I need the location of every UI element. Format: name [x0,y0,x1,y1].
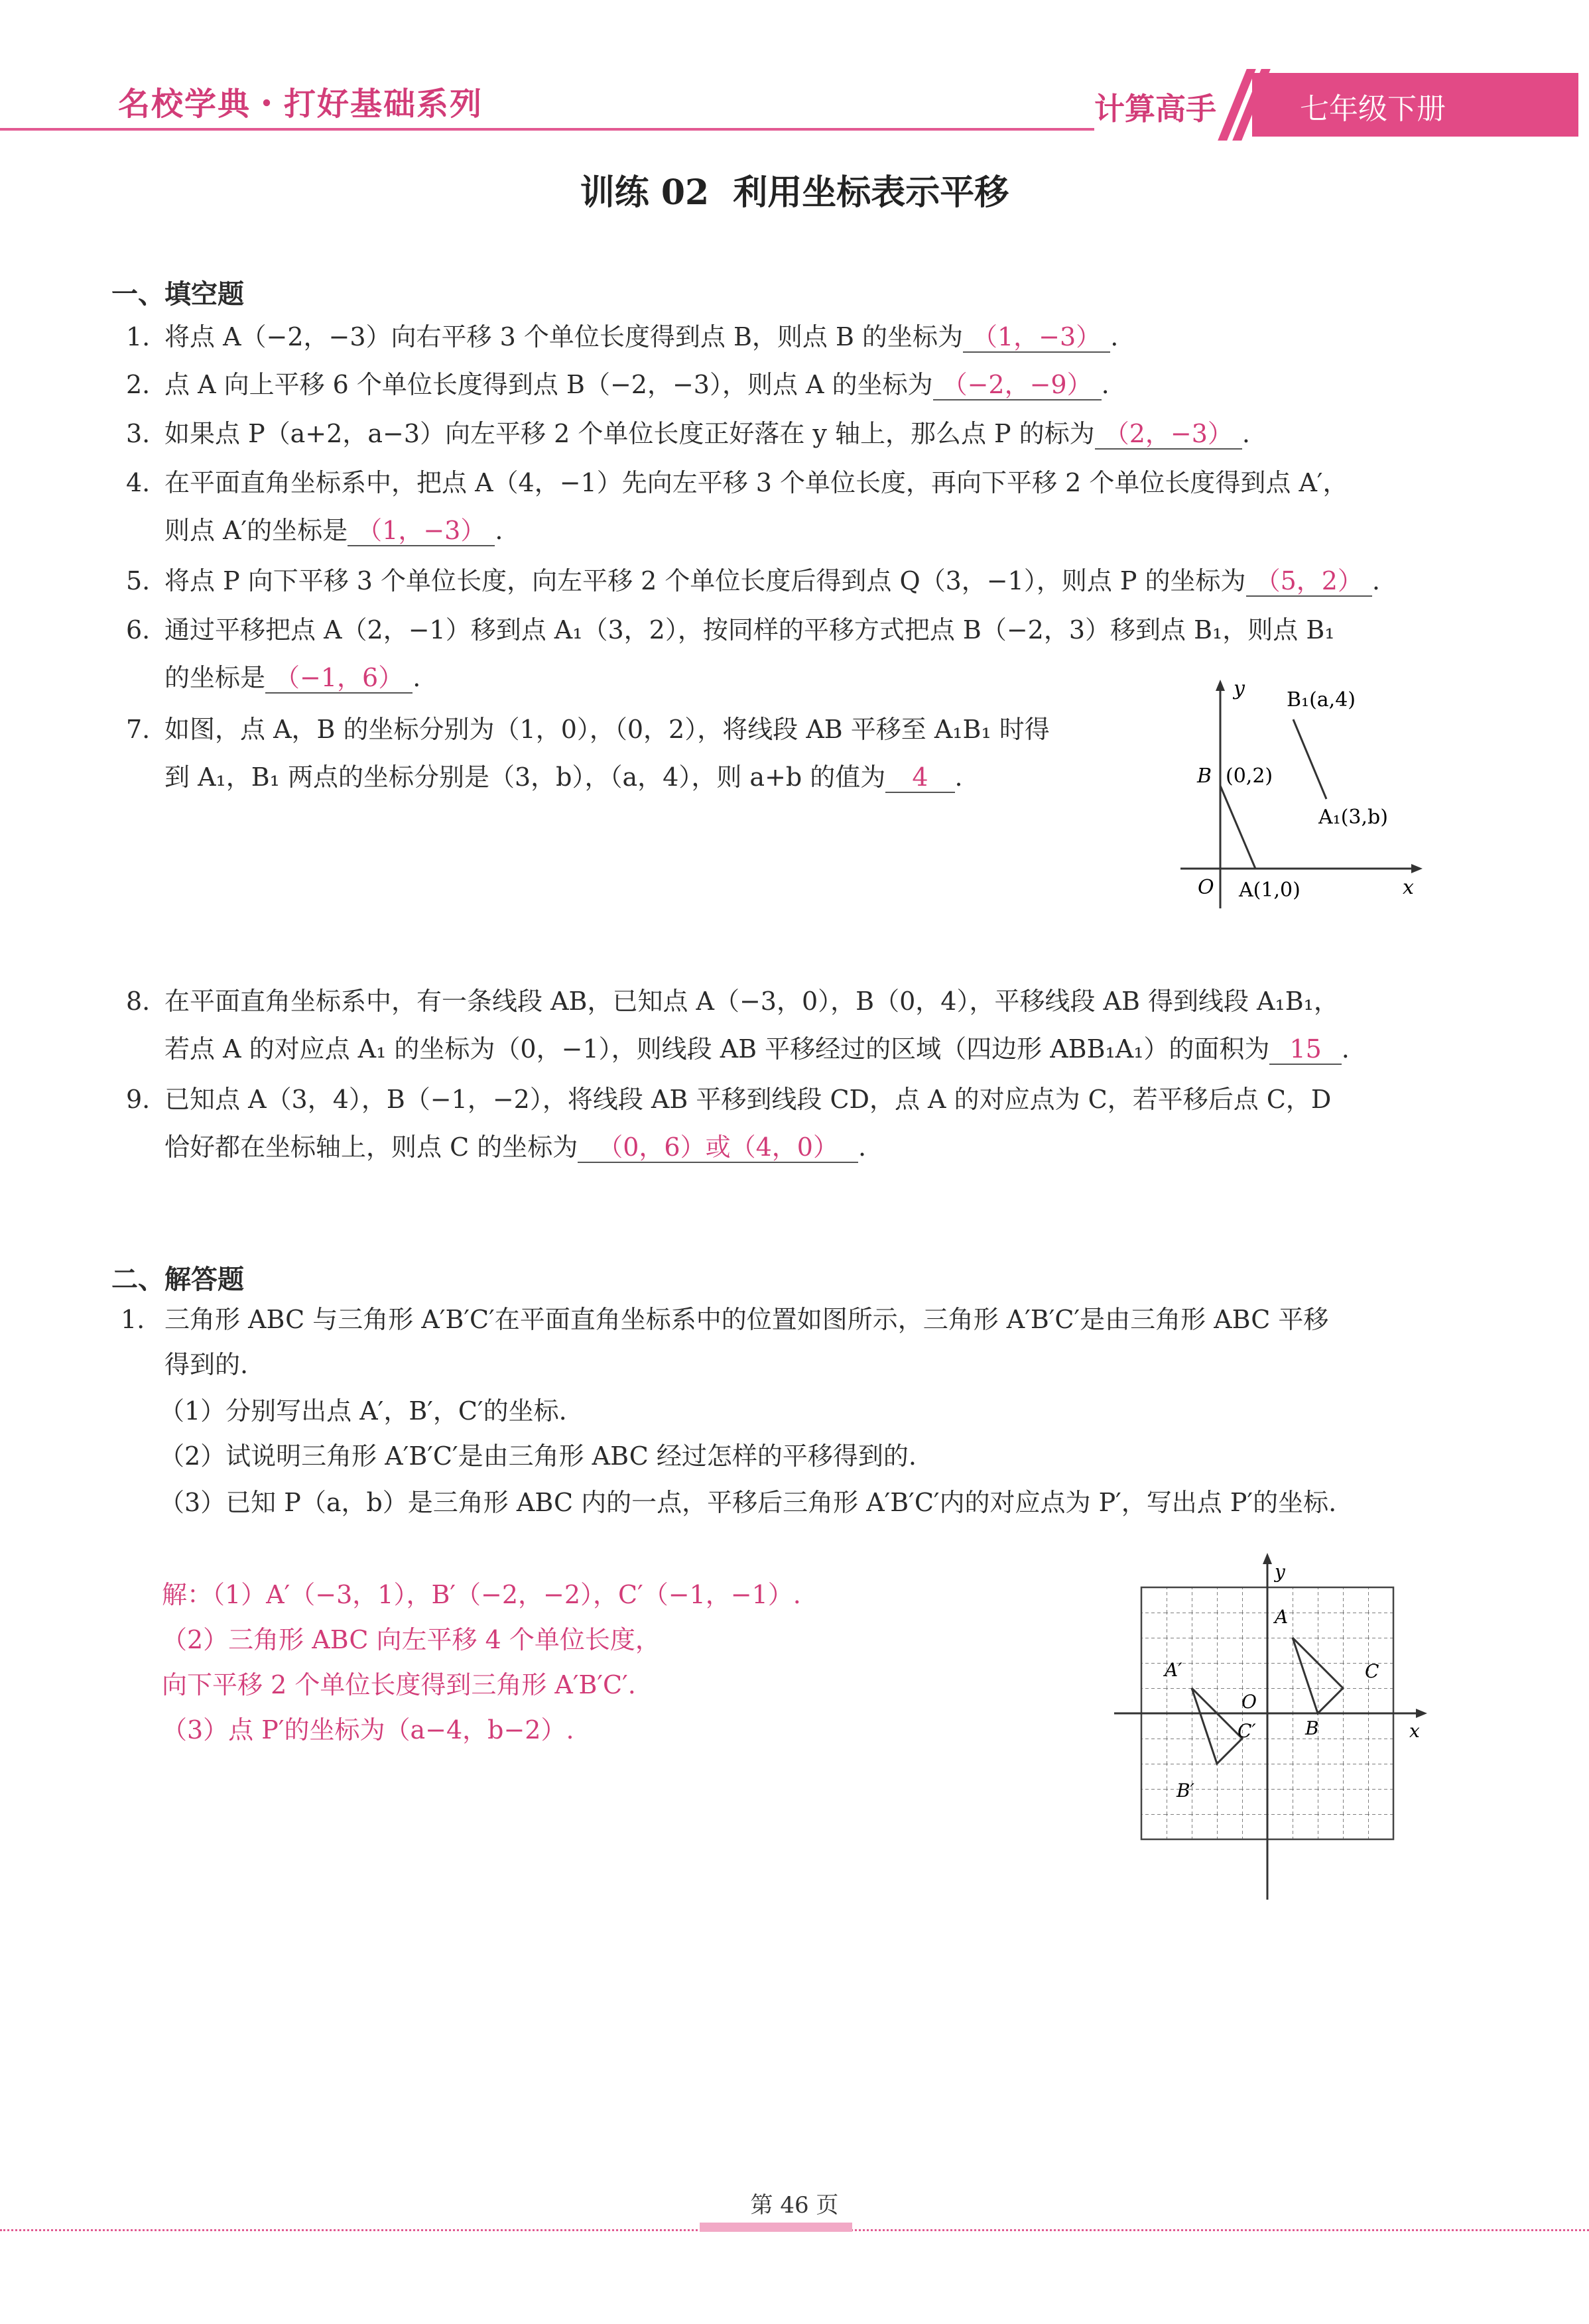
figure-1-coordinate-plot [1167,670,1432,922]
segment-ab [1220,786,1255,869]
question-7-cont: 到 A₁，B₁ 两点的坐标分别是（3，b），（a，4），则 a+b 的值为 4 . [164,763,963,792]
problem-1-part-3: （3）已知 P（a，b）是三角形 ABC 内的一点，平移后三角形 A′B′C′内的对应点为 P′，写出点 P′的坐标. [159,1488,1337,1517]
fig2-ap-label: A′ [1165,1659,1182,1681]
answer-4: （1，−3） [348,516,495,546]
fig1-b-label: B [1197,764,1212,788]
fig2-y-label: y [1275,1561,1285,1583]
grade-label: 七年级下册 [1300,92,1446,126]
fig1-y-label: y [1234,677,1245,700]
question-6: 6. 通过平移把点 A（2，−1）移到点 A₁（3，2），按同样的平移方式把点 B（−2，3）移到点 B₁，则点 B₁ [126,615,1335,644]
footer-accent [700,2223,852,2232]
x-axis-arrow [1411,864,1423,873]
answer-9: （0，6）或（4，0） [578,1132,858,1163]
fig1-b-coord: (0,2) [1226,764,1273,788]
fig1-b1-label: B₁(a,4) [1287,688,1356,711]
series-title: 名校学典・打好基础系列 [118,86,483,123]
fig1-a-label: A(1,0) [1239,879,1301,902]
solution-line-1: 解：（1）A′（−3，1），B′（−2，−2），C′（−1，−1）. [162,1580,801,1609]
figure-2-grid-plot [1108,1545,1439,1910]
question-8-cont: 若点 A 的对应点 A₁ 的坐标为（0，−1），则线段 AB 平移经过的区域（四边形 ABB₁A₁）的面积为 15 . [164,1034,1350,1064]
title-label: 训练 02 [580,172,710,213]
answer-8: 15 [1269,1034,1341,1065]
question-1: 1. 将点 A（−2，−3）向右平移 3 个单位长度得到点 B，则点 B 的坐标为 （1，−3） . [126,322,1119,351]
question-5: 5. 将点 P 向下平移 3 个单位长度，向左平移 2 个单位长度后得到点 Q（3，−1），则点 P 的坐标为 （5，2） . [126,566,1381,595]
question-4: 4. 在平面直角坐标系中，把点 A（4，−1）先向左平移 3 个单位长度，再向下平移 2 个单位长度得到点 A′， [126,468,1348,497]
page-number: 第 46 页 [750,2192,839,2219]
section-heading-solve: 二、解答题 [111,1264,244,1295]
answer-3: （2，−3） [1095,419,1242,450]
fig1-origin-label: O [1198,876,1214,899]
x-axis-arrow [1416,1709,1427,1718]
section-heading-fill: 一、填空题 [111,279,244,310]
question-2: 2. 点 A 向上平移 6 个单位长度得到点 B（−2，−3），则点 A 的坐标为 （−2，−9） . [126,370,1110,399]
question-3: 3. 如果点 P（a+2，a−3）向左平移 2 个单位长度正好落在 y 轴上，那么点 P 的标为 （2，−3） . [126,419,1250,448]
problem-1-cont: 得到的. [164,1350,249,1379]
answer-7: 4 [885,763,954,793]
fig1-a1-label: A₁(3,b) [1318,806,1388,829]
problem-1-part-1: （1）分别写出点 A′，B′，C′的坐标. [159,1396,567,1426]
answer-5: （5，2） [1246,566,1372,597]
answer-1: （1，−3） [963,322,1110,353]
fig2-a-label: A [1275,1606,1289,1628]
question-7: 7. 如图，点 A，B 的坐标分别为（1，0），（0，2），将线段 AB 平移至 A₁B₁ 时得 [126,715,1050,744]
title-text: 利用坐标表示平移 [733,172,1009,213]
solution-line-3: 向下平移 2 个单位长度得到三角形 A′B′C′. [162,1670,636,1699]
header-rule [0,128,1094,131]
fig2-b-label: B [1305,1717,1319,1739]
y-axis-arrow [1263,1553,1272,1564]
question-9-cont: 恰好都在坐标轴上，则点 C 的坐标为 （0，6）或（4，0） . [164,1132,867,1162]
fig2-x-label: x [1409,1720,1420,1742]
answer-2: （−2，−9） [933,370,1102,400]
question-6-cont: 的坐标是 （−1，6） . [164,663,421,692]
problem-1: 1. 三角形 ABC 与三角形 A′B′C′在平面直角坐标系中的位置如图所示，三角形 A′B′C′是由三角形 ABC 平移 [121,1305,1329,1334]
question-9: 9. 已知点 A（3，4），B（−1，−2），将线段 AB 平移到线段 CD，点 A 的对应点为 C，若平移后点 C，D [126,1085,1332,1114]
fig1-x-label: x [1403,876,1414,899]
fig2-origin-label: O [1241,1691,1257,1713]
question-4-cont: 则点 A′的坐标是 （1，−3） . [164,516,503,545]
fig2-bp-label: B′ [1176,1780,1194,1802]
problem-1-part-2: （2）试说明三角形 A′B′C′是由三角形 ABC 经过怎样的平移得到的. [159,1441,917,1471]
answer-6: （−1，6） [265,663,413,694]
y-axis-arrow [1216,680,1225,691]
solution-line-4: （3）点 P′的坐标为（a−4，b−2）. [162,1715,574,1744]
fig2-cp-label: C′ [1238,1720,1256,1742]
header-subtitle: 计算高手 [1094,91,1216,127]
page-title [0,164,1589,214]
fig2-c-label: C [1365,1660,1379,1682]
solution-line-2: （2）三角形 ABC 向左平移 4 个单位长度， [162,1625,661,1654]
segment-a1b1 [1293,719,1326,799]
question-8: 8. 在平面直角坐标系中，有一条线段 AB，已知点 A（−3，0），B（0，4），平移线段 AB 得到线段 A₁B₁， [126,987,1339,1016]
